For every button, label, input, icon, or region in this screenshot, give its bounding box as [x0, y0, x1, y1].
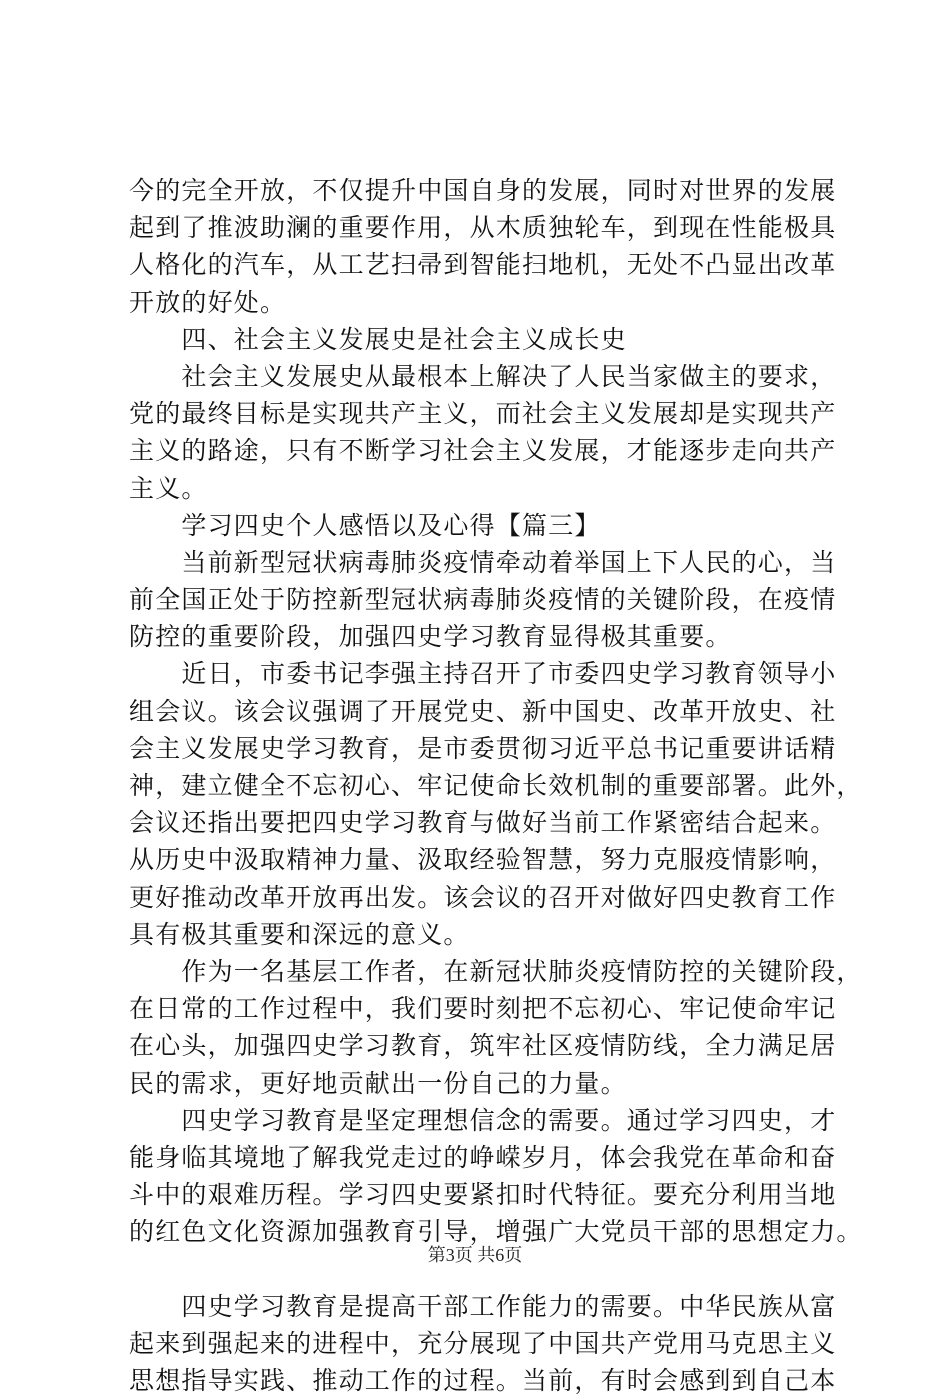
text-line: 具有极其重要和深远的意义。	[129, 919, 470, 949]
text-line: 从历史中汲取精神力量、汲取经验智慧，努力克服疫情影响，	[129, 845, 837, 875]
text-line: 更好推动改革开放再出发。该会议的召开对做好四史教育工作	[129, 882, 837, 912]
text-line: 起到了推波助澜的重要作用，从木质独轮车，到现在性能极具	[129, 213, 837, 243]
text-line: 会议还指出要把四史学习教育与做好当前工作紧密结合起来。	[129, 808, 837, 838]
document-body	[129, 172, 863, 1399]
text-line: 今的完全开放，不仅提升中国自身的发展，同时对世界的发展	[129, 176, 837, 205]
text-line: 主义。	[129, 473, 208, 503]
text-line: 在心头，加强四史学习教育，筑牢社区疫情防线，全力满足居	[129, 1031, 837, 1061]
page-number-footer: 第3页 共6页	[427, 1245, 523, 1265]
text-line: 四史学习教育是提高干部工作能力的需要。中华民族从富	[129, 1291, 837, 1321]
text-line: 的红色文化资源加强教育引导，增强广大党员干部的思想定力。	[129, 1217, 863, 1247]
text-line: 主义的路途，只有不断学习社会主义发展，才能逐步走向共产	[129, 436, 837, 466]
text-line: 党的最终目标是实现共产主义，而社会主义发展却是实现共产	[129, 399, 837, 429]
text-line: 组会议。该会议强调了开展党史、新中国史、改革开放史、社	[129, 696, 837, 726]
section-heading: 四、社会主义发展史是社会主义成长史	[129, 324, 627, 354]
text-line: 能身临其境地了解我党走过的峥嵘岁月，体会我党在革命和奋	[129, 1142, 837, 1172]
text-line: 防控的重要阶段，加强四史学习教育显得极其重要。	[129, 622, 732, 652]
text-line: 开放的好处。	[129, 287, 287, 317]
text-line: 当前新型冠状病毒肺炎疫情牵动着举国上下人民的心，当	[129, 547, 837, 577]
text-line: 四史学习教育是坚定理想信念的需要。通过学习四史，才	[129, 1105, 837, 1135]
text-line: 前全国正处于防控新型冠状病毒肺炎疫情的关键阶段，在疫情	[129, 585, 837, 615]
article-heading: 学习四史个人感悟以及心得【篇三】	[129, 510, 601, 540]
text-line: 起来到强起来的进程中，充分展现了中国共产党用马克思主义	[129, 1328, 837, 1358]
text-line: 斗中的艰难历程。学习四史要紧扣时代特征。要充分利用当地	[129, 1180, 837, 1210]
text-line: 神，建立健全不忘初心、牢记使命长效机制的重要部署。此外，	[129, 771, 863, 800]
text-line: 思想指导实践、推动工作的过程。当前，有时会感到到自己本	[129, 1366, 837, 1395]
text-line: 社会主义发展史从最根本上解决了人民当家做主的要求，	[129, 361, 837, 391]
text-line: 会主义发展史学习教育，是市委贯彻习近平总书记重要讲话精	[129, 733, 837, 763]
text-line: 作为一名基层工作者，在新冠状肺炎疫情防控的关键阶段，	[129, 956, 863, 986]
text-line: 人格化的汽车，从工艺扫帚到智能扫地机，无处不凸显出改革	[129, 250, 837, 280]
text-line: 近日，市委书记李强主持召开了市委四史学习教育领导小	[129, 659, 837, 689]
text-line: 在日常的工作过程中，我们要时刻把不忘初心、牢记使命牢记	[129, 994, 837, 1024]
text-line: 民的需求，更好地贡献出一份自己的力量。	[129, 1068, 627, 1098]
